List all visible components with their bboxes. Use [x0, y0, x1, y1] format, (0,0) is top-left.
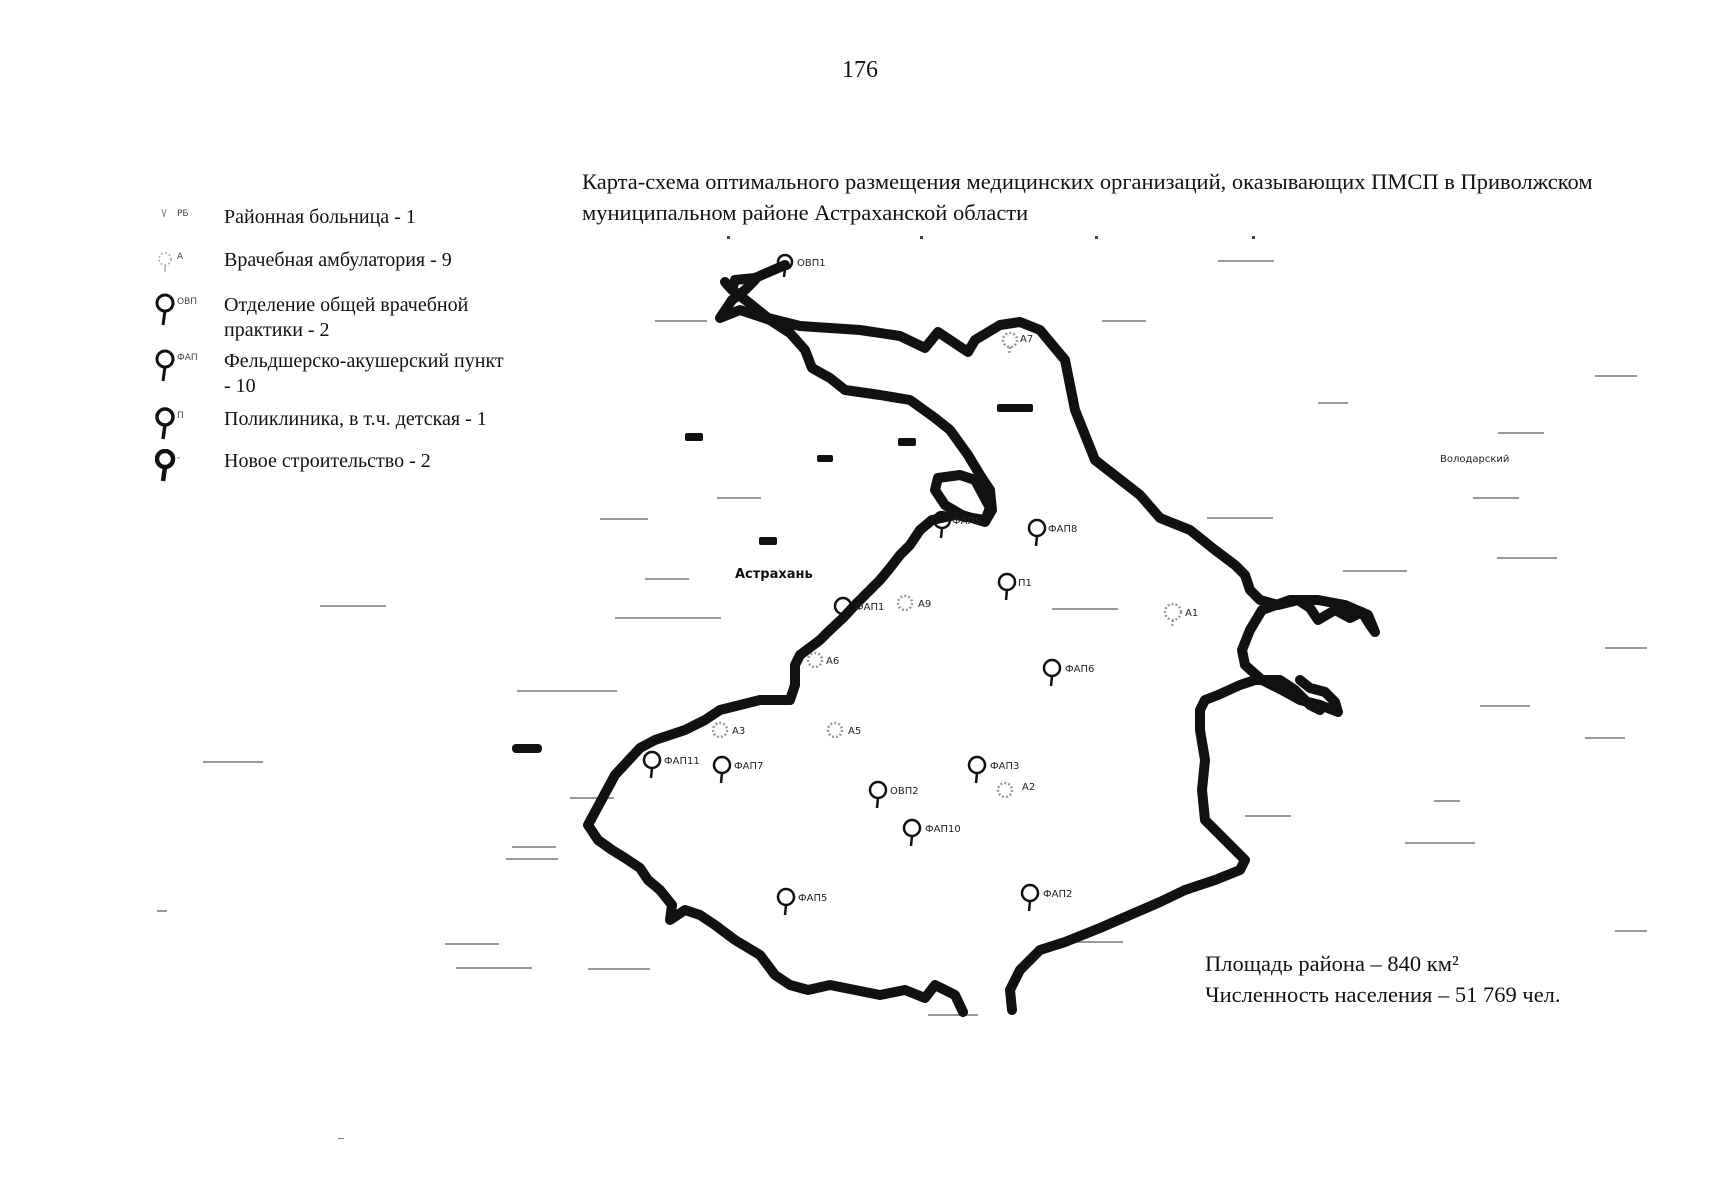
- settlement-label-mark: [1207, 517, 1273, 519]
- gp-office-pin-icon: ОВП: [155, 293, 199, 327]
- facility-label: ФАП6: [1065, 664, 1095, 675]
- district-stats: [1205, 948, 1561, 1010]
- polyclinic-pin-icon: П: [155, 407, 199, 441]
- facility-pin-a7: [1003, 333, 1017, 355]
- settlement-label-mark: [1052, 608, 1118, 610]
- settlement-label-mark: [512, 846, 556, 848]
- facility-label: А9: [918, 599, 932, 610]
- facility-label: А3: [732, 726, 746, 737]
- road-shield: [512, 744, 542, 753]
- map-title: Карта-схема оптимального размещения медицинских организаций, оказывающих ПМСП в Приволжском муниципальном районе Астраханской области: [582, 169, 1593, 225]
- facility-pin-fap2: [1022, 885, 1038, 911]
- facility-pin-fap3: [969, 757, 985, 783]
- facility-pin-fap6: [1044, 660, 1060, 686]
- district-boundary: [588, 265, 1375, 1012]
- legend-item-district-hospital: РБ Районная больница - 1: [155, 205, 514, 239]
- legend-item-ambulatory: А Врачебная амбулатория - 9: [155, 248, 514, 282]
- facility-label: ОВП2: [890, 786, 919, 797]
- settlement-label-mark: [1480, 705, 1530, 707]
- facility-pin-a2: [998, 783, 1012, 797]
- facility-pin-a9: [898, 596, 912, 610]
- road-shield: [997, 404, 1033, 412]
- facility-pin-fap10: [904, 820, 920, 846]
- facility-pin-fap11: [644, 752, 660, 778]
- settlement-label-mark: [645, 578, 689, 580]
- settlement-label-mark: [1498, 432, 1544, 434]
- road-shield: [898, 438, 916, 446]
- map-marker-dot: [1095, 236, 1098, 239]
- facility-label: ФАП3: [990, 761, 1020, 772]
- settlement-label-mark: [157, 910, 167, 912]
- settlement-label-mark: [445, 943, 499, 945]
- city-label-astrakhan: Астрахань: [735, 567, 813, 582]
- facility-pin-a1: [1165, 604, 1181, 628]
- legend-item-polyclinic: П Поликлиника, в т.ч. детская - 1: [155, 407, 514, 441]
- settlement-label-mark: [1434, 800, 1460, 802]
- facility-label: ФАП5: [798, 893, 828, 904]
- town-label-volodarsky: Володарский: [1440, 454, 1510, 465]
- facility-pin-fap8: [1029, 520, 1045, 546]
- facility-label: ФАП1: [855, 602, 885, 613]
- district-population: Численность населения – 51 769 чел.: [1205, 982, 1561, 1007]
- feldsher-post-pin-icon: ФАП: [155, 349, 199, 383]
- settlement-label-mark: [320, 605, 386, 607]
- settlement-label-mark: [1473, 497, 1519, 499]
- ambulatory-icon: А: [155, 248, 199, 282]
- road-shield: [685, 433, 703, 441]
- map-marker-dot: [1252, 236, 1255, 239]
- settlement-label-mark: [1497, 557, 1557, 559]
- road-shield: [817, 455, 833, 462]
- settlement-label-mark: [1343, 570, 1407, 572]
- settlement-label-mark: [1595, 375, 1637, 377]
- settlement-label-mark: [588, 968, 650, 970]
- settlement-label-mark: [1585, 737, 1625, 739]
- facility-label: ФАП2: [1043, 889, 1073, 900]
- facility-label: А7: [1020, 334, 1034, 345]
- facility-pin-ovp2: [870, 782, 886, 808]
- settlement-label-mark: [928, 1014, 978, 1016]
- settlement-label-mark: [506, 858, 558, 860]
- facility-label: А5: [848, 726, 862, 737]
- facility-pin-p1: [999, 574, 1015, 600]
- district-area: Площадь района – 840 км²: [1205, 951, 1459, 976]
- facility-label: А1: [1185, 608, 1199, 619]
- settlement-label-mark: [1245, 815, 1291, 817]
- facility-label: А6: [826, 656, 840, 667]
- new-construction-pin-icon: -: [155, 449, 199, 483]
- facility-pin-fap7: [714, 757, 730, 783]
- facility-pin-a6: [808, 653, 822, 667]
- settlement-label-mark: [1615, 930, 1647, 932]
- facility-label: ФАП8: [1048, 524, 1078, 535]
- road-shield: [759, 537, 777, 545]
- settlement-label-mark: [655, 320, 707, 322]
- page-number: 176: [842, 57, 878, 83]
- facility-label: П1: [1018, 578, 1032, 589]
- settlement-label-mark: [517, 690, 617, 692]
- facility-label: ФАП10: [925, 824, 961, 835]
- settlement-label-mark: [615, 617, 721, 619]
- facility-pin-fap5: [778, 889, 794, 915]
- settlement-label-mark: [1605, 647, 1647, 649]
- legend-item-gp-office: ОВП Отделение общей врачебной практики - 2: [155, 293, 514, 343]
- map-marker-dot: [727, 236, 730, 239]
- legend-item-new-construction: - Новое строительство - 2: [155, 449, 514, 483]
- settlement-label-mark: [456, 967, 532, 969]
- facility-label: ФАП9: [952, 516, 982, 527]
- facility-label: ОВП1: [797, 258, 826, 269]
- settlement-label-mark: [717, 497, 761, 499]
- district-hospital-icon: РБ: [155, 205, 199, 239]
- facility-label: А2: [1022, 782, 1036, 793]
- facility-pin-a3: [713, 723, 727, 737]
- facility-label: ФАП7: [734, 761, 764, 772]
- settlement-label-mark: [600, 518, 648, 520]
- settlement-label-mark: [1405, 842, 1475, 844]
- settlement-label-mark: [1218, 260, 1274, 262]
- footer-mark: [338, 1138, 344, 1139]
- settlement-label-mark: [203, 761, 263, 763]
- facility-label: ФАП11: [664, 756, 700, 767]
- settlement-label-mark: [1102, 320, 1146, 322]
- settlement-label-mark: [1318, 402, 1348, 404]
- map-marker-dot: [920, 236, 923, 239]
- legend-item-feldsher-post: ФАП Фельдшерско-акушерский пункт - 10: [155, 349, 514, 399]
- facility-pin-a5: [828, 723, 842, 737]
